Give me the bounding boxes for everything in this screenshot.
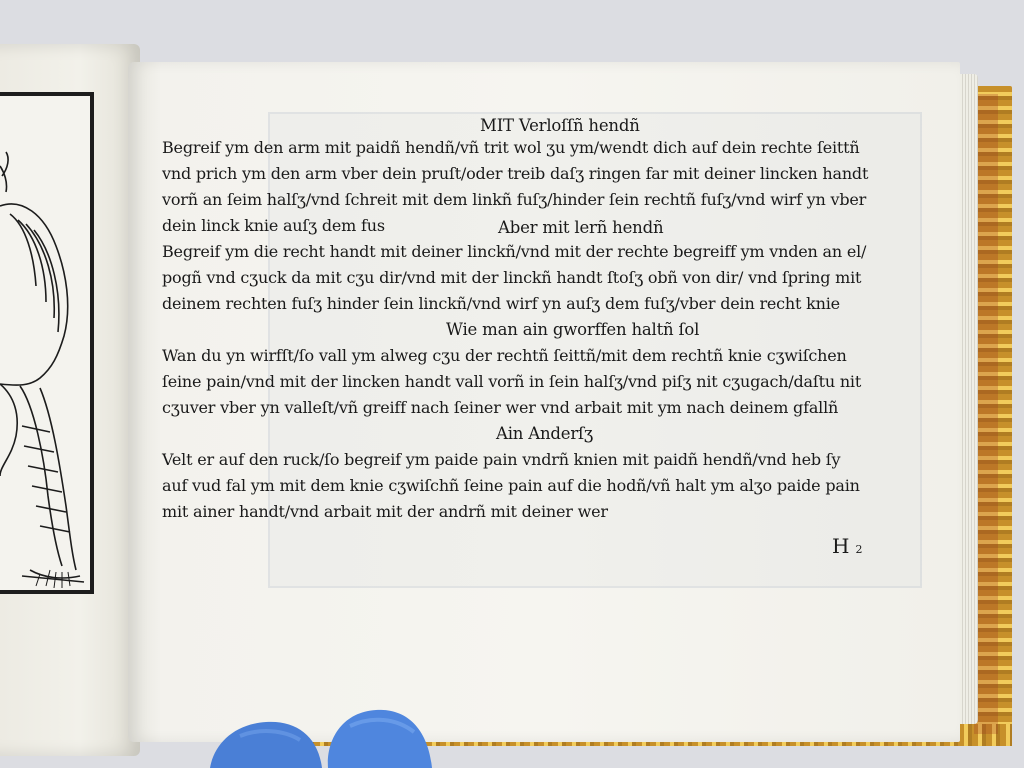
heading-line: MIT Verloſſñ hendñ <box>480 116 640 135</box>
text-line: ſeine pain/vnd mit der lincken handt vall vorñ in ſein halſʒ/vnd piſʒ nit cʒugach/daſtu nit <box>162 372 862 391</box>
gloved-hand <box>200 700 440 768</box>
heading-line: Ain Anderſʒ <box>496 424 594 443</box>
heading-line: Aber mit lerñ hendñ <box>498 218 664 237</box>
text-line: Begreif ym die recht handt mit deiner linckñ/vnd mit der rechte begreiff ym vnden an el/ <box>162 242 867 261</box>
text-line: Velt er auf den ruck/ſo begreif ym paide pain vndrñ knien mit paidñ hendñ/vnd heb ſy <box>162 450 841 469</box>
text-line: deinem rechten fuſʒ hinder ſein linckñ/vnd wirf yn auſʒ dem fuſʒ/vber dein recht knie <box>162 294 840 313</box>
text-line: dein linck knie auſʒ dem fus <box>162 216 385 235</box>
text-line: auf vud fal ym mit dem knie cʒwiſchñ ſeine pain auf die hodñ/vñ halt ym alʒo paide pain <box>162 476 860 495</box>
woodcut-figure-image <box>0 96 92 590</box>
text-line: pogñ vnd cʒuck da mit cʒu dir/vnd mit der linckñ handt ſtoſʒ obñ von dir/ vnd ſpring mit <box>162 268 862 287</box>
text-line: vorñ an ſeim halſʒ/vnd ſchreit mit dem linkñ fuſʒ/hinder ſein rechtñ fuſʒ/vnd wirf yn vber <box>162 190 867 209</box>
signature-mark <box>832 534 862 558</box>
text-line: Wan du yn wirfſt/ſo vall ym alweg cʒu der rechtñ ſeittñ/mit dem rechtñ knie cʒwiſchen <box>162 346 847 365</box>
text-line: vnd prich ym den arm vber dein pruſt/oder treib daſʒ ringen far mit deiner lincken handt <box>162 164 869 183</box>
text-line: mit ainer handt/vnd arbait mit der andrñ mit deiner wer <box>162 502 608 521</box>
heading-line: Wie man ain gworffen haltñ ſol <box>446 320 700 339</box>
text-line: cʒuver vber yn valleſt/vñ greiff nach ſeiner wer vnd arbait mit ym nach deinem gfallñ <box>162 398 839 417</box>
text-line: Begreif ym den arm mit paidñ hendñ/vñ trit wol ʒu ym/wendt dich auf dein rechte ſeittñ <box>162 138 860 157</box>
signature-number: 2 <box>855 543 863 556</box>
signature-letter: H <box>832 534 850 558</box>
